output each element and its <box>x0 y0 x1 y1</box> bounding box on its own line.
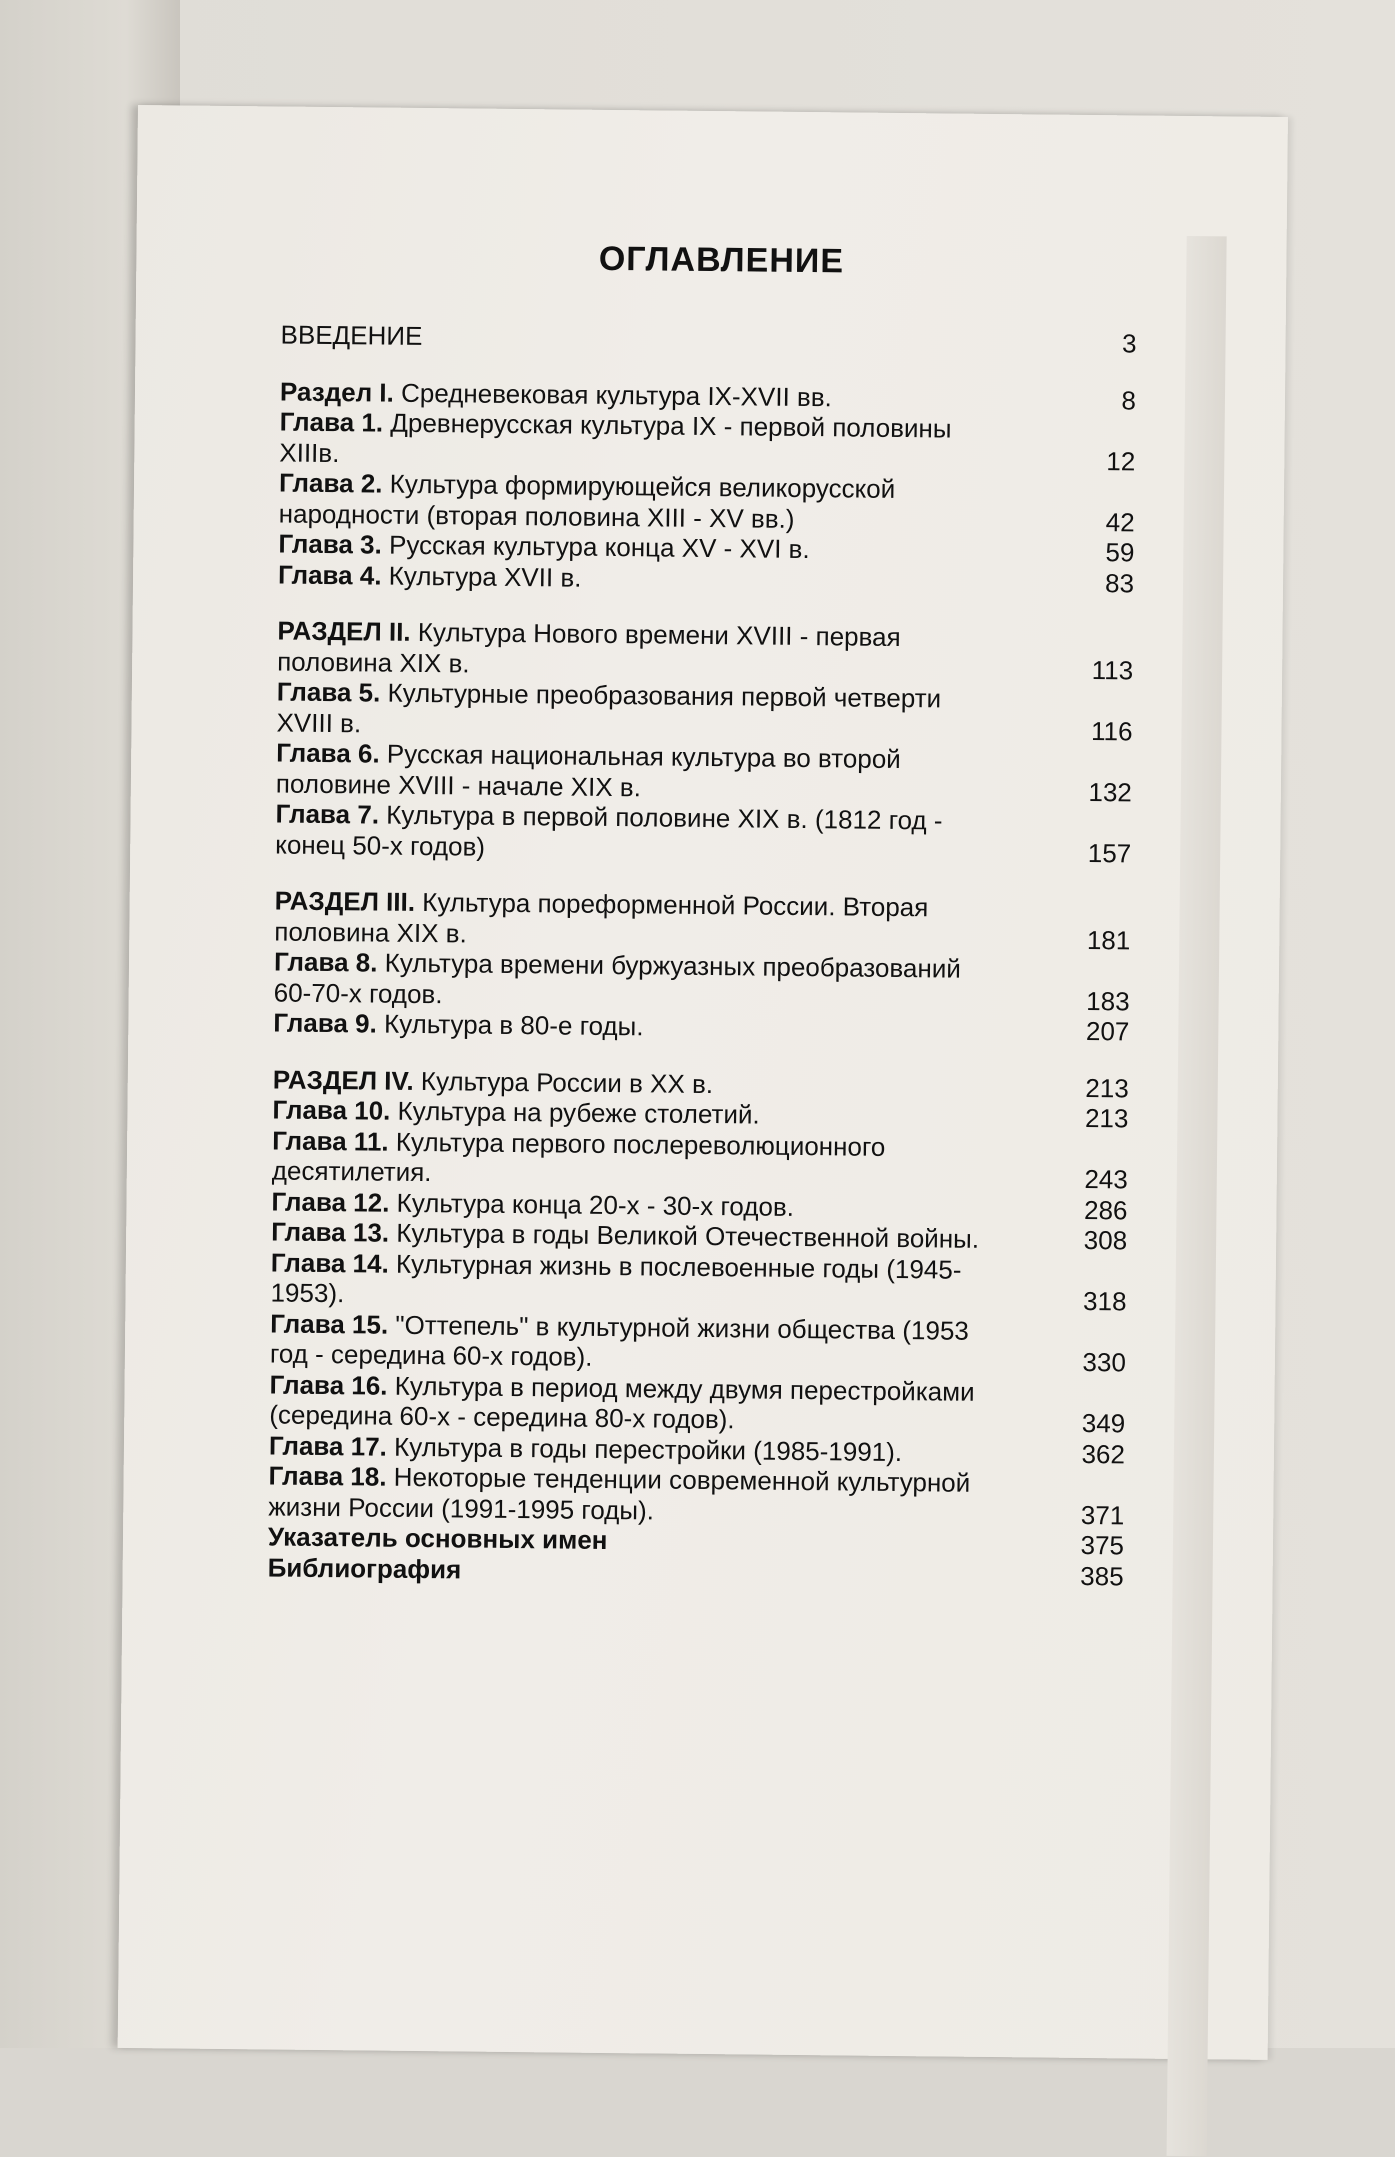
entry-label: Глава 7. <box>275 798 380 830</box>
entry-page: 12 <box>1106 445 1136 476</box>
entry-label: Глава 12. <box>271 1185 390 1218</box>
entry-page: 371 <box>1080 1499 1125 1530</box>
toc-entry <box>270 1247 1131 1317</box>
entry-page: 183 <box>1086 985 1130 1016</box>
entry-text: Библиография <box>267 1551 462 1584</box>
entry-page: 132 <box>1088 776 1133 807</box>
entry-page: 213 <box>1084 1102 1129 1134</box>
entry-text: Культура в годы перестройки (1985-1991). <box>393 1431 903 1467</box>
toc-entry <box>279 407 1140 477</box>
entry-label: Глава 6. <box>276 737 380 769</box>
toc-entry <box>277 615 1138 685</box>
entry-text: "Оттепель" в культурной жизни общества (1953 год - середина 60-х годов). <box>269 1309 969 1372</box>
entry-text: Культура Нового времени XVIII - первая половина XIX в. <box>277 616 901 679</box>
entry-page: 385 <box>1080 1560 1124 1591</box>
entry-label: Глава 4. <box>277 558 382 591</box>
entry-text: Культура России в XX в. <box>420 1065 714 1099</box>
entry-page: 59 <box>1105 537 1135 568</box>
entry-text: Культура в первой половине XIX в. (1812 год - конец 50-х годов) <box>275 799 943 862</box>
entry-text: Культура конца 20-х - 30-х годов. <box>396 1187 795 1222</box>
entry-page: 113 <box>1091 654 1134 685</box>
entry-text: Культурная жизнь в послевоенные годы (1945-1953). <box>270 1248 962 1309</box>
entry-label: Глава 1. <box>279 406 384 438</box>
entry-page: 207 <box>1085 1015 1130 1047</box>
entry-text: Культура XVII в. <box>388 560 582 593</box>
entry-page: 42 <box>1105 506 1135 537</box>
entry-page: 157 <box>1087 837 1132 868</box>
entry-label: Глава 16. <box>269 1368 388 1401</box>
entry-label: РАЗДЕЛ III. <box>274 885 416 917</box>
entry-label: Глава 11. <box>272 1124 389 1157</box>
page-edge-shadow <box>1167 236 1227 2156</box>
entry-text: Культура формирующейся великорусской народности (вторая половина XIII - XV вв.) <box>278 468 896 534</box>
entry-label: Глава 14. <box>270 1246 389 1279</box>
entry-page: 362 <box>1081 1438 1126 1469</box>
entry-label: Глава 15. <box>270 1307 389 1340</box>
entry-page: 3 <box>1121 328 1137 359</box>
entry-text: Русская культура конца XV - XVI в. <box>388 529 810 565</box>
page-title: ОГЛАВЛЕНИЕ <box>598 239 845 281</box>
entry-label: Глава 8. <box>273 946 378 978</box>
entry-text: ВВЕДЕНИЕ <box>280 319 423 351</box>
toc-entry <box>276 737 1137 807</box>
entry-page: 243 <box>1084 1163 1128 1195</box>
toc-entry <box>279 467 1140 537</box>
table-of-contents <box>268 237 1142 1592</box>
toc-entry <box>268 1460 1129 1530</box>
entry-text: Культура первого послереволюционного десятилетия. <box>271 1126 886 1188</box>
entry-text: Культурные преобразования первой четверти XVIII в. <box>276 677 942 738</box>
entry-page: 286 <box>1083 1194 1128 1225</box>
toc-entry <box>274 885 1135 955</box>
entry-text: Некоторые тенденции современной культурной жизни России (1991-1995 годы). <box>268 1461 971 1525</box>
entry-label: Глава 13. <box>271 1216 390 1248</box>
entry-text: Русская национальная культура во второй половине XVIII - начале XIX в. <box>275 738 901 802</box>
entry-page: 308 <box>1083 1224 1128 1256</box>
entry-text: Культура времени буржуазных преобразований 60-70-х годов. <box>273 947 962 1009</box>
entry-page: 8 <box>1121 384 1137 415</box>
entry-text: Культура в период между двумя перестройками (середина 60-х - середина 80-х годов). <box>269 1370 975 1435</box>
entry-page: 330 <box>1082 1346 1127 1378</box>
entry-label: Глава 5. <box>276 676 381 708</box>
entry-label: Глава 9. <box>273 1007 377 1039</box>
entry-text: Культура пореформенной России. Вторая половина XIX в. <box>274 887 929 948</box>
entry-text: Указатель основных имен <box>267 1521 608 1555</box>
toc-entry <box>274 946 1135 1016</box>
entry-page: 349 <box>1081 1407 1126 1439</box>
entry-page: 318 <box>1082 1285 1127 1317</box>
toc-entry <box>276 676 1137 746</box>
toc-entry <box>270 1308 1131 1378</box>
entry-page: 83 <box>1104 567 1135 598</box>
entry-label: РАЗДЕЛ II. <box>277 615 411 647</box>
entry-label: Глава 18. <box>268 1460 387 1492</box>
entry-page: 181 <box>1086 924 1131 955</box>
entry-text: Культура в 80-е годы. <box>383 1008 644 1042</box>
entry-label: Глава 2. <box>278 467 383 499</box>
book-page <box>118 105 1288 2060</box>
entry-text: Древнерусская культура IX - первой половины XIIIв. <box>279 407 952 468</box>
entry-label: Раздел I. <box>279 376 395 408</box>
entry-page: 375 <box>1080 1529 1125 1561</box>
entry-label: Глава 10. <box>272 1094 391 1126</box>
entry-label: Глава 3. <box>278 528 383 560</box>
entry-text: Культура в годы Великой Отечественной войны. <box>396 1217 980 1254</box>
entry-page: 116 <box>1090 715 1133 746</box>
entry-label: Глава 17. <box>268 1429 388 1462</box>
toc-entry <box>272 1125 1133 1195</box>
entry-page: 213 <box>1085 1072 1129 1103</box>
toc-entry <box>275 798 1136 868</box>
toc-entry <box>269 1369 1130 1439</box>
entry-text: Культура на рубеже столетий. <box>397 1095 760 1130</box>
entry-text: Средневековая культура IX-XVII вв. <box>400 377 832 412</box>
entry-label: РАЗДЕЛ IV. <box>272 1063 414 1096</box>
